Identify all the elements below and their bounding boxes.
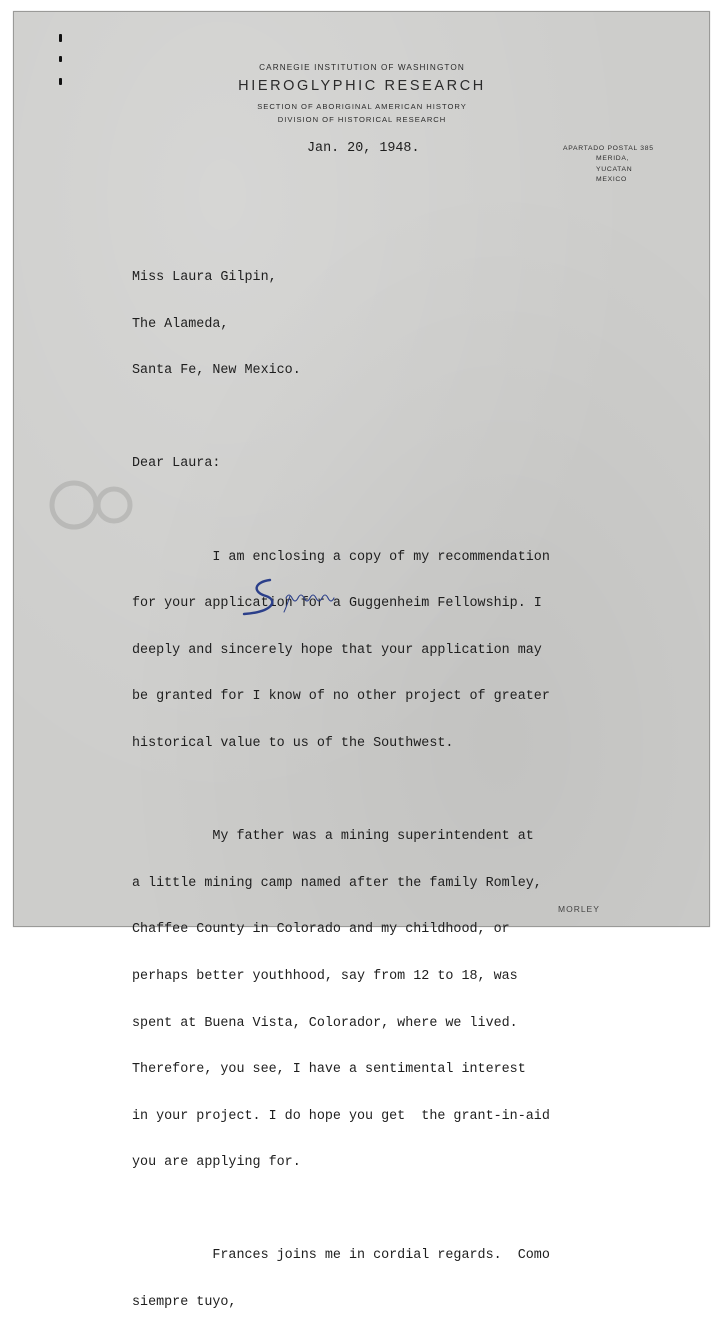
body-line: spent at Buena Vista, Colorador, where we lived. [132,1015,518,1031]
recipient-line: Miss Laura Gilpin, [132,270,277,285]
closing-line: Frances joins me in cordial regards. Como [132,1248,550,1264]
letterhead-division: DIVISION OF HISTORICAL RESEARCH [277,115,447,124]
salutation: Dear Laura: [132,456,221,472]
body-line: in your project. I do hope you get the grant-in-aid [132,1108,550,1124]
letterhead-institution: CARNEGIE INSTITUTION OF WASHINGTON [259,63,465,72]
body-line: My father was a mining superintendent at [132,829,534,845]
punch-marks [59,34,67,94]
handwritten-signature [240,572,370,622]
address-line: MEXICO [596,176,628,184]
body-line: perhaps better youthhood, say from 12 to 18, was [132,968,518,984]
address-line: YUCATAN [596,165,633,173]
body-line: you are applying for. [132,1155,301,1171]
address-line: APARTADO POSTAL 385 [563,145,654,152]
body-line: historical value to us of the Southwest. [132,735,454,751]
return-address [563,144,654,186]
body-line: be granted for I know of no other project of greater [132,689,550,705]
recipient-line: Santa Fe, New Mexico. [132,363,301,379]
recipient-line: The Alameda, [132,316,229,332]
letterhead-section: SECTION OF ABORIGINAL AMERICAN HISTORY [257,102,467,111]
closing-line: siempre tuyo, [132,1295,237,1311]
body-line: for your application for a Guggenheim Fellowship. I [132,596,542,612]
letterhead-title: HIEROGLYPHIC RESEARCH [238,78,486,94]
body-line: Therefore, you see, I have a sentimental interest [132,1062,526,1078]
body-line: Chaffee County in Colorado and my childhood, or [132,922,510,938]
letter-date: Jan. 20, 1948. [307,141,420,156]
letter-body [132,240,550,1327]
body-line: deeply and sincerely hope that your application may [132,642,542,658]
faint-stamp-mark [44,470,134,540]
body-line: a little mining camp named after the family Romley, [132,875,542,891]
archive-label: MORLEY [558,904,600,914]
body-line: I am enclosing a copy of my recommendation [132,549,550,565]
address-line: MERIDA, [596,155,630,163]
